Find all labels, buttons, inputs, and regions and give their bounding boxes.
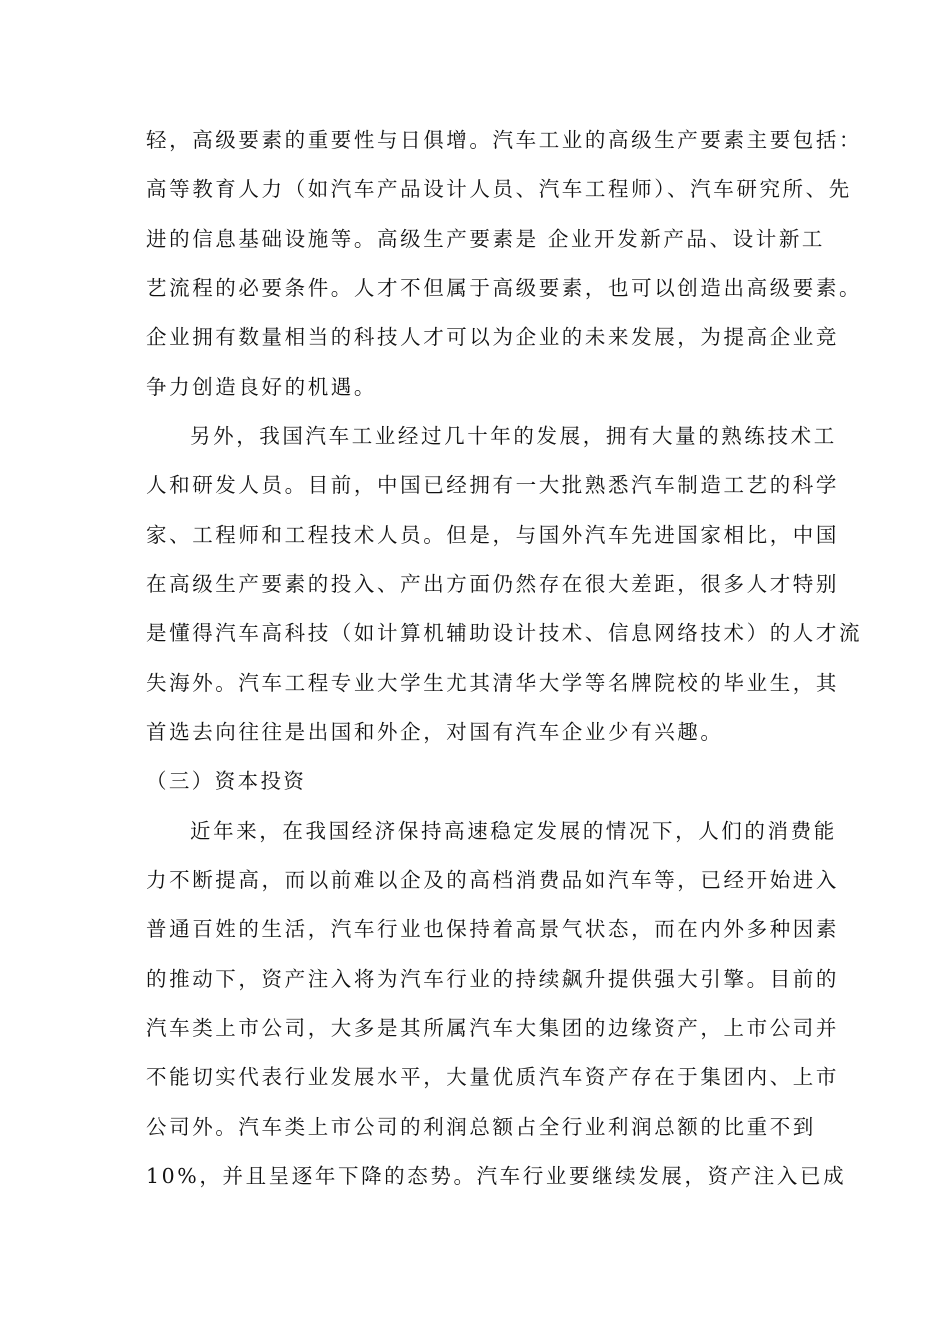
paragraph-line: 另外，我国汽车工业经过几十年的发展，拥有大量的熟练技术工 [190, 424, 837, 448]
paragraph-line: 普通百姓的生活，汽车行业也保持着高景气状态，而在内外多种因素 [146, 917, 839, 941]
paragraph-line: 人和研发人员。目前，中国已经拥有一大批熟悉汽车制造工艺的科学 [146, 473, 839, 497]
paragraph-line: 轻，高级要素的重要性与日俱增。汽车工业的高级生产要素主要包括： [146, 128, 863, 152]
paragraph-line: 争力创造良好的机遇。 [146, 375, 377, 399]
paragraph-line: 10%，并且呈逐年下降的态势。汽车行业要继续发展，资产注入已成 [146, 1164, 847, 1188]
paragraph-line: 失海外。汽车工程专业大学生尤其清华大学等名牌院校的毕业生，其 [146, 671, 839, 695]
paragraph-line: 是懂得汽车高科技（如计算机辅助设计技术、信息网络技术）的人才流 [146, 621, 863, 645]
paragraph-line: 高等教育人力（如汽车产品设计人员、汽车工程师）、汽车研究所、先 [146, 177, 852, 201]
paragraph-line: 企业拥有数量相当的科技人才可以为企业的未来发展，为提高企业竞 [146, 325, 839, 349]
paragraph-line: 公司外。汽车类上市公司的利润总额占全行业利润总额的比重不到 [146, 1115, 816, 1139]
paragraph-line: 汽车类上市公司，大多是其所属汽车大集团的边缘资产，上市公司并 [146, 1016, 839, 1040]
paragraph-line: 不能切实代表行业发展水平，大量优质汽车资产存在于集团内、上市 [146, 1065, 839, 1089]
paragraph-line: 近年来，在我国经济保持高速稳定发展的情况下，人们的消费能 [190, 819, 837, 843]
paragraph-line: 家、工程师和工程技术人员。但是，与国外汽车先进国家相比，中国 [146, 523, 839, 547]
paragraph-line: 的推动下，资产注入将为汽车行业的持续飙升提供强大引擎。目前的 [146, 967, 839, 991]
paragraph-line: 首选去向往往是出国和外企，对国有汽车企业少有兴趣。 [146, 720, 724, 744]
paragraph-line: 在高级生产要素的投入、产出方面仍然存在很大差距，很多人才特别 [146, 572, 839, 596]
paragraph-line: 力不断提高，而以前难以企及的高档消费品如汽车等，已经开始进入 [146, 868, 839, 892]
paragraph-line: 进的信息基础设施等。高级生产要素是 企业开发新产品、设计新工 [146, 227, 826, 251]
section-heading: （三）资本投资 [146, 769, 307, 793]
paragraph-line: 艺流程的必要条件。人才不但属于高级要素，也可以创造出高级要素。 [146, 276, 863, 300]
